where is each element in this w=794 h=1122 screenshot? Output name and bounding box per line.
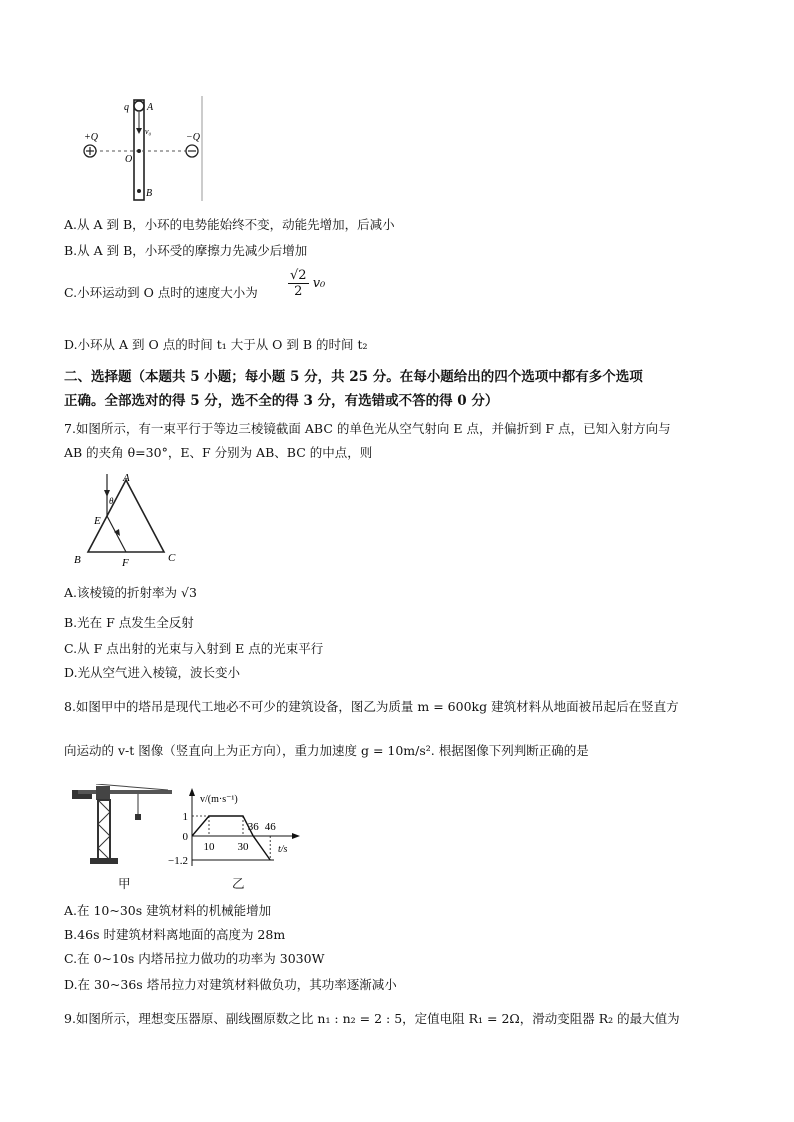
x-tick-10: 10 (203, 841, 215, 853)
crane-base (90, 858, 118, 864)
y-axis-label: v/(m·s⁻¹) (200, 794, 238, 805)
q8-caption-left: 甲 (118, 876, 131, 891)
x-tick-30: 30 (237, 841, 249, 853)
q7-stem-line1: 7.如图所示，有一束平行于等边三棱镜截面 ABC 的单色光从空气射向 E 点，并偏折到 F 点，已知入射方向与 (64, 421, 671, 436)
q6-option-b: B.从 A 到 B，小环受的摩擦力先减少后增加 (64, 243, 308, 258)
label-B: B (74, 554, 81, 566)
q6-ring-rod-figure (80, 96, 208, 206)
formula-numerator: √2 (290, 268, 307, 283)
q6-option-c-formula (288, 268, 325, 299)
section2-heading-line2: 正确。全部选对的得 5 分，选不全的得 3 分，有选错或不答的得 0 分） (64, 393, 499, 409)
q8-option-c: C.在 0~10s 内塔吊拉力做功的功率为 3030W (64, 951, 325, 966)
q7-prism-figure (70, 470, 190, 570)
q7-option-c: C.从 F 点出射的光束与入射到 E 点的光束平行 (64, 641, 324, 656)
q8-caption-right: 乙 (232, 876, 245, 891)
q7-option-b: B.光在 F 点发生全反射 (64, 615, 194, 630)
operator-cab (96, 786, 110, 800)
y-tick-2: −1.2 (168, 855, 188, 867)
label-A: A (147, 102, 154, 113)
hook-icon (135, 814, 141, 820)
label-q: q (124, 102, 129, 113)
x-tick-36: 36 (247, 821, 259, 833)
label-minus-q: −Q (186, 132, 200, 143)
q7-option-a: A.该棱镜的折射率为 √3 (64, 585, 197, 600)
label-theta: θ (109, 496, 114, 506)
q9-stem-line1: 9.如图所示，理想变压器原、副线圈原数之比 n₁ : n₂ = 2 : 5，定值电阻 R₁ = 2Ω，滑动变阻器 R₂ 的最大值为 (64, 1011, 680, 1026)
label-C: C (168, 552, 176, 564)
formula-denominator: 2 (294, 284, 303, 299)
label-E: E (94, 515, 101, 527)
q8-option-a: A.在 10~30s 建筑材料的机械能增加 (64, 903, 272, 918)
q8-option-b: B.46s 时建筑材料离地面的高度为 28m (64, 927, 286, 942)
q7-stem-line2: AB 的夹角 θ=30°，E、F 分别为 AB、BC 的中点，则 (64, 445, 373, 460)
label-plus-q: +Q (84, 132, 98, 143)
label-A: A (123, 472, 130, 484)
y-tick-1: 0 (182, 831, 188, 843)
section2-heading-line1: 二、选择题（本题共 5 小题；每小题 5 分，共 25 分。在每小题给出的四个选项中都有多个选项 (64, 369, 643, 385)
y-tick-0: 1 (182, 811, 188, 823)
crane-jib (78, 790, 172, 794)
label-v0: v₀ (145, 127, 152, 136)
formula-tail: v₀ (312, 276, 326, 291)
q6-option-a: A.从 A 到 B，小环的电势能始终不变，动能先增加，后减小 (64, 217, 395, 232)
q8-stem-line2: 向运动的 v-t 图像（竖直向上为正方向），重力加速度 g = 10m/s². 根据图像下列判断正确的是 (64, 743, 589, 758)
q6-option-c: C.小环运动到 O 点时的速度大小为 (64, 285, 258, 300)
label-F: F (122, 557, 129, 569)
label-O: O (125, 154, 133, 165)
q7-option-d: D.光从空气进入棱镜，波长变小 (64, 665, 241, 680)
q8-option-d: D.在 30~36s 塔吊拉力对建筑材料做负功，其功率逐渐减小 (64, 977, 397, 992)
q8-vt-chart (168, 784, 308, 870)
x-axis-label: t/s (278, 844, 288, 855)
q8-crane-figure (72, 784, 172, 866)
refracted-ray (107, 516, 126, 552)
x-tick-46: 46 (264, 821, 276, 833)
label-B: B (146, 188, 153, 199)
ring (134, 101, 144, 111)
q6-option-d: D.小环从 A 到 O 点的时间 t₁ 大于从 O 到 B 的时间 t₂ (64, 337, 368, 352)
q8-stem-line1: 8.如图甲中的塔吊是现代工地必不可少的建筑设备，图乙为质量 m = 600kg 建筑材料从地面被吊起后在竖直方 (64, 699, 679, 714)
